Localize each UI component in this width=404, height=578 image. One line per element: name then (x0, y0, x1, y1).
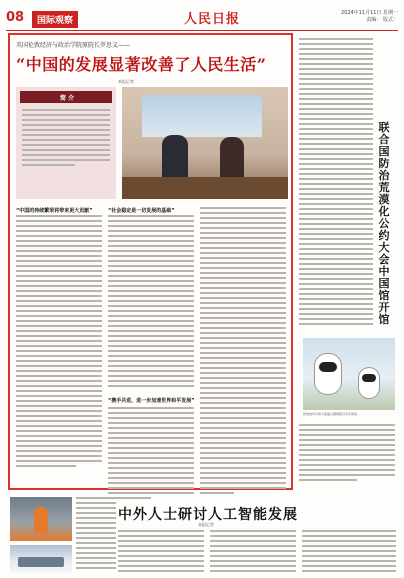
masthead: 人民日报 (184, 12, 241, 27)
subhead-1: “中国的持续繁荣将带来更大贡献” (16, 208, 93, 214)
right-bottom-text (299, 424, 395, 484)
date-line: 2024年11月11日 星期一 (340, 10, 398, 16)
body-col-3 (200, 207, 286, 497)
body-col-2b (108, 407, 194, 502)
bottom-byline: 本报记者 (198, 522, 214, 527)
bottom-col-2 (210, 530, 296, 575)
sidebox-header (20, 91, 112, 103)
article-kicker: 英国伦敦经济与政治学院原院长罗思义—— (16, 42, 131, 49)
panda-caption: 新加坡举办的大熊猫主题展吸引众多游客。 (303, 412, 361, 416)
header-rule (6, 30, 398, 31)
page-header (6, 8, 398, 30)
header-meta (308, 10, 398, 24)
bottom-col-3 (302, 530, 396, 575)
subhead-3: “携手共进，进一步加速世界和平发展” (108, 398, 195, 404)
article-byline: 本报记者 (118, 79, 134, 84)
vertical-headline: 联合国防治荒漠化公约大会中国馆开馆 (378, 121, 390, 326)
bottom-left-text (76, 497, 116, 572)
editor-line: 责编： 版式： (366, 17, 398, 23)
right-article-text (299, 38, 373, 328)
body-col-2 (108, 215, 194, 390)
sidebox-title: 简 介 (60, 95, 75, 102)
article-headline: “中国的发展显著改善了人民生活” (16, 55, 267, 74)
panda-photo (303, 338, 395, 410)
profile-sidebox (16, 87, 116, 199)
section-label: 国际观察 (32, 11, 78, 28)
subhead-2: “社会稳定是一切发展的基础” (108, 208, 175, 214)
body-col-1 (16, 215, 102, 470)
sidebox-text (22, 109, 110, 169)
worker-photo (10, 497, 72, 541)
snow-scene-photo (10, 545, 72, 573)
bottom-col-1 (118, 530, 204, 575)
interview-photo (122, 87, 288, 199)
featured-article[interactable] (8, 33, 293, 490)
right-column (297, 36, 399, 491)
bottom-headline: 中外人士研讨人工智能发展 (118, 507, 298, 523)
page-number: 08 (6, 10, 25, 25)
